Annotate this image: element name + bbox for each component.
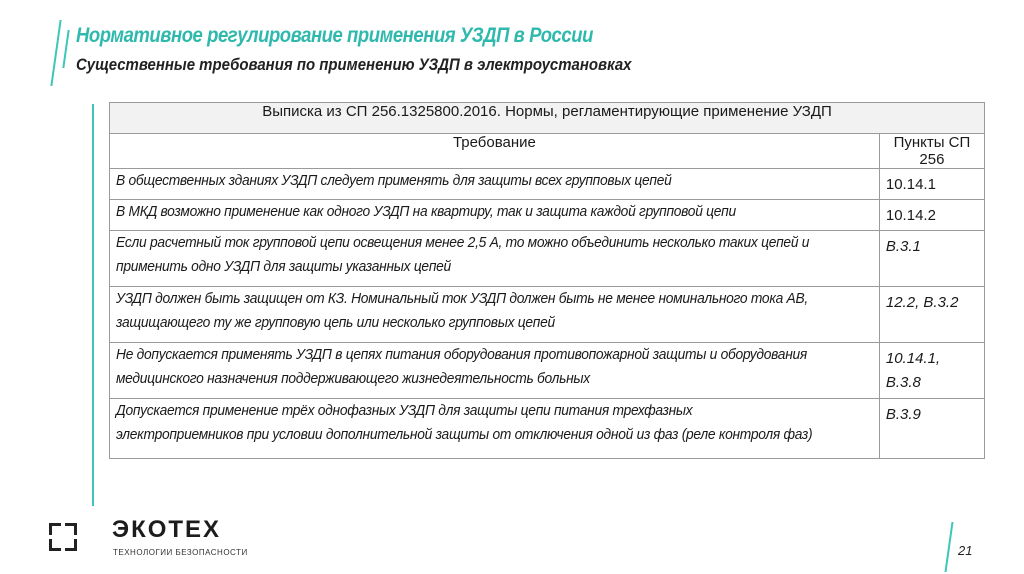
table-row [110, 231, 985, 287]
requirement-cell [110, 399, 880, 459]
table-caption-row [110, 103, 985, 134]
requirement-cell [110, 343, 880, 399]
requirement-line: Не допускается применять УЗДП в цепях питания оборудования противопожарной защиты и оборудования [116, 346, 808, 363]
requirement-line: электроприемников при условии дополнительной защиты от отключения одной из фаз (реле контроля фаз) [116, 426, 813, 443]
table-row [110, 399, 985, 459]
page-number: 21 [958, 543, 973, 558]
points-cell: 10.14.2 [879, 200, 984, 231]
brand-logo-icon [49, 523, 77, 551]
slide-title: Нормативное регулирование применения УЗДП в России [76, 24, 593, 47]
table-row [110, 287, 985, 343]
requirement-line: УЗДП должен быть защищен от КЗ. Номинальный ток УЗДП должен быть не менее номинального тока АВ, [116, 290, 808, 307]
slide-subtitle: Существенные требования по применению УЗДП в электроустановках [76, 55, 632, 74]
requirement-cell [110, 200, 880, 231]
requirement-line: медицинского назначения поддерживающего жизнедеятельность больных [116, 370, 590, 387]
points-cell: В.3.1 [879, 231, 984, 287]
table-row [110, 169, 985, 200]
decor-slash-bottom [944, 522, 953, 572]
requirement-cell [110, 169, 880, 200]
table-header-row [110, 134, 985, 169]
requirement-cell [110, 231, 880, 287]
brand-name: ЭКОТЕХ [112, 516, 222, 543]
table-row [110, 343, 985, 399]
requirements-table [109, 102, 985, 459]
points-cell: 10.14.1, В.3.8 [879, 343, 984, 399]
points-cell: 10.14.1 [879, 169, 984, 200]
requirement-cell [110, 287, 880, 343]
brand-tagline: ТЕХНОЛОГИИ БЕЗОПАСНОСТИ [113, 548, 248, 557]
requirement-line: Допускается применение трёх однофазных УЗДП для защиты цепи питания трехфазных [116, 402, 693, 419]
column-header-requirement: Требование [110, 134, 880, 169]
column-header-points: Пункты СП 256 [879, 134, 984, 169]
points-cell: 12.2, В.3.2 [879, 287, 984, 343]
requirement-line: защищающего ту же групповую цепь или несколько групповых цепей [116, 314, 555, 331]
decor-slash-top-short [62, 30, 69, 68]
decor-vertical-line [92, 104, 94, 506]
requirement-line: Если расчетный ток групповой цепи освещения менее 2,5 А, то можно объединить несколько таких цепей и [116, 234, 810, 251]
requirement-line: В МКД возможно применение как одного УЗДП на квартиру, так и защита каждой групповой цепи [116, 203, 736, 220]
table-row [110, 200, 985, 231]
requirement-line: В общественных зданиях УЗДП следует применять для защиты всех групповых цепей [116, 172, 672, 189]
table-caption: Выписка из СП 256.1325800.2016. Нормы, регламентирующие применение УЗДП [110, 103, 985, 134]
points-cell: В.3.9 [879, 399, 984, 459]
decor-slash-top-long [50, 20, 61, 86]
requirement-line: применить одно УЗДП для защиты указанных цепей [116, 258, 451, 275]
